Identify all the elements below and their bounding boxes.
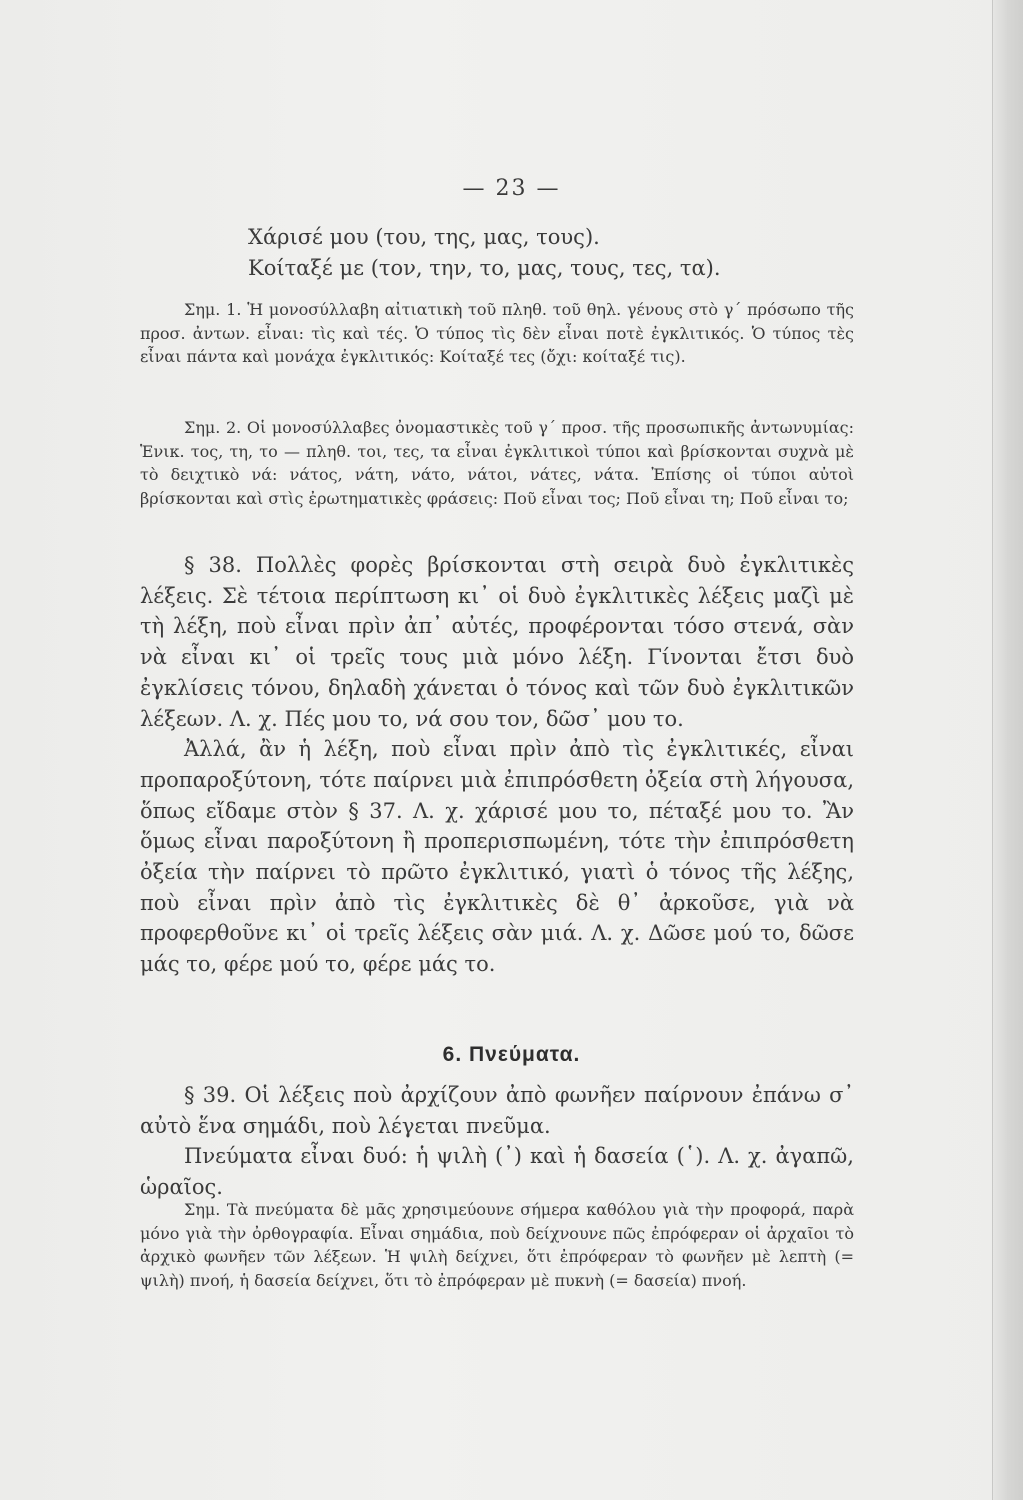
section-38-paragraph-1: § 38. Πολλὲς φορὲς βρίσκονται στὴ σειρὰ δυὸ ἐγκλιτικὲς λέξεις. Σὲ τέτοια περίπτωση κι᾽ οἱ δυὸ ἐγκλιτικὲς λέξεις μαζὶ μὲ τὴ λέξη, ποὺ εἶναι πρὶν ἀπ᾽ αὐτές, προφέρονται τόσο στενά, σὰν νὰ εἶναι κι᾽ οἱ τρεῖς τους μιὰ μόνο λέξη. Γίνονται ἔτσι δυὸ ἐγκλίσεις τόνου, δηλαδὴ χάνεται ὁ τόνος καὶ τῶν δυὸ ἐγκλιτικῶν λέξεων. Λ. χ. Πές μου το, νά σου τον, δῶσ᾽ μου το. <box>140 553 854 731</box>
section-38-paragraph-2: Ἀλλά, ἂν ἡ λέξη, ποὺ εἶναι πρὶν ἀπὸ τὶς ἐγκλιτικές, εἶναι προπαροξύτονη, τότε παίρνει μιὰ ἐπιπρόσθετη ὀξεία στὴ λήγουσα, ὅπως εἴδαμε στὸν § 37. Λ. χ. χάρισέ μου το, πέταξέ μου το. Ἂν ὅμως εἶναι παροξύτονη ἢ προπερισπωμένη, τότε τὴν ἐπιπρόσθετη ὀξεία τὴν παίρνει τὸ πρῶτο ἐγκλιτικό, γιατὶ ὁ τόνος τῆς λέξης, ποὺ εἶναι πρὶν ἀπὸ τὶς ἐγκλιτικὲς δὲ θ᾽ ἀρκοῦσε, γιὰ νὰ προφερθοῦνε κι᾽ οἱ τρεῖς λέξεις σὰν μιά. Λ. χ. Δῶσε μού το, δῶσε μάς το, φέρε μού το, φέρε μάς το. <box>140 737 854 977</box>
section-heading-6: 6. Πνεύματα. <box>442 1043 581 1066</box>
example-line-1: Χάρισέ μου (του, της, μας, τους). <box>248 225 600 249</box>
note-2-text: Σημ. 2. Οἱ μονοσύλλαβες ὀνομαστικὲς τοῦ γ΄ προσ. τῆς προσωπικῆς ἀντωνυμίας: Ἑνικ. τος, τη, το — πληθ. τοι, τες, τα εἶναι ἐγκλιτικοὶ τύποι καὶ βρίσκονται συχνὰ μὲ τὸ δειχτικὸ νά: νάτος, νάτη, νάτο, νάτοι, νάτες, νάτα. Ἐπίσης οἱ τύποι αὐτοὶ βρίσκονται καὶ στὶς ἐρωτηματικὲς φράσεις: Ποῦ εἶναι τος; Ποῦ εἶναι τη; Ποῦ εἶναι το; <box>140 418 854 508</box>
section-38 <box>140 550 854 980</box>
note-2 <box>140 416 854 510</box>
note-3 <box>140 1198 854 1292</box>
note-3-text: Σημ. Τὰ πνεύματα δὲ μᾶς χρησιμεύουνε σήμερα καθόλου γιὰ τὴν προφορά, παρὰ μόνο γιὰ τὴν ὀρθογραφία. Εἶναι σημάδια, ποὺ δείχνουνε πῶς ἐπρόφεραν οἱ ἀρχαῖοι τὸ ἀρχικὸ φωνῆεν τῶν λέξεων. Ἡ ψιλὴ δείχνει, ὅτι ἐπρόφεραν τὸ φωνῆεν μὲ λεπτὴ (= ψιλὴ) πνοή, ἡ δασεία δείχνει, ὅτι τὸ ἐπρόφεραν μὲ πυκνὴ (= δασεία) πνοή. <box>140 1200 854 1290</box>
note-1-text: Σημ. 1. Ἡ μονοσύλλαβη αἰτιατικὴ τοῦ πληθ. τοῦ θηλ. γένους στὸ γ΄ πρόσωπο τῆς προσ. ἀντων. εἶναι: τὶς καὶ τές. Ὁ τύπος τὶς δὲν εἶναι ποτὲ ἐγκλιτικός. Ὁ τύπος τὲς εἶναι πάντα καὶ μονάχα ἐγκλιτικός: Κοίταξέ τες (ὄχι: κοίταξέ τις). <box>140 300 854 366</box>
page-number: — 23 — <box>462 176 561 201</box>
page-edge <box>992 0 1023 1500</box>
example-line-2: Κοίταξέ με (τον, την, το, μας, τους, τες, τα). <box>248 255 721 280</box>
note-1 <box>140 298 854 369</box>
section-39-paragraph-1: § 39. Οἱ λέξεις ποὺ ἀρχίζουν ἀπὸ φωνῆεν παίρνουν ἐπάνω σ᾽ αὐτὸ ἕνα σημάδι, ποὺ λέγεται πνεῦμα. <box>140 1083 854 1138</box>
section-39 <box>140 1080 854 1203</box>
section-39-paragraph-2: Πνεύματα εἶναι δυό: ἡ ψιλὴ (᾿) καὶ ἡ δασεία (῾). Λ. χ. ἀγαπῶ, ὡραῖος. <box>140 1144 854 1200</box>
example-lines <box>248 222 848 283</box>
